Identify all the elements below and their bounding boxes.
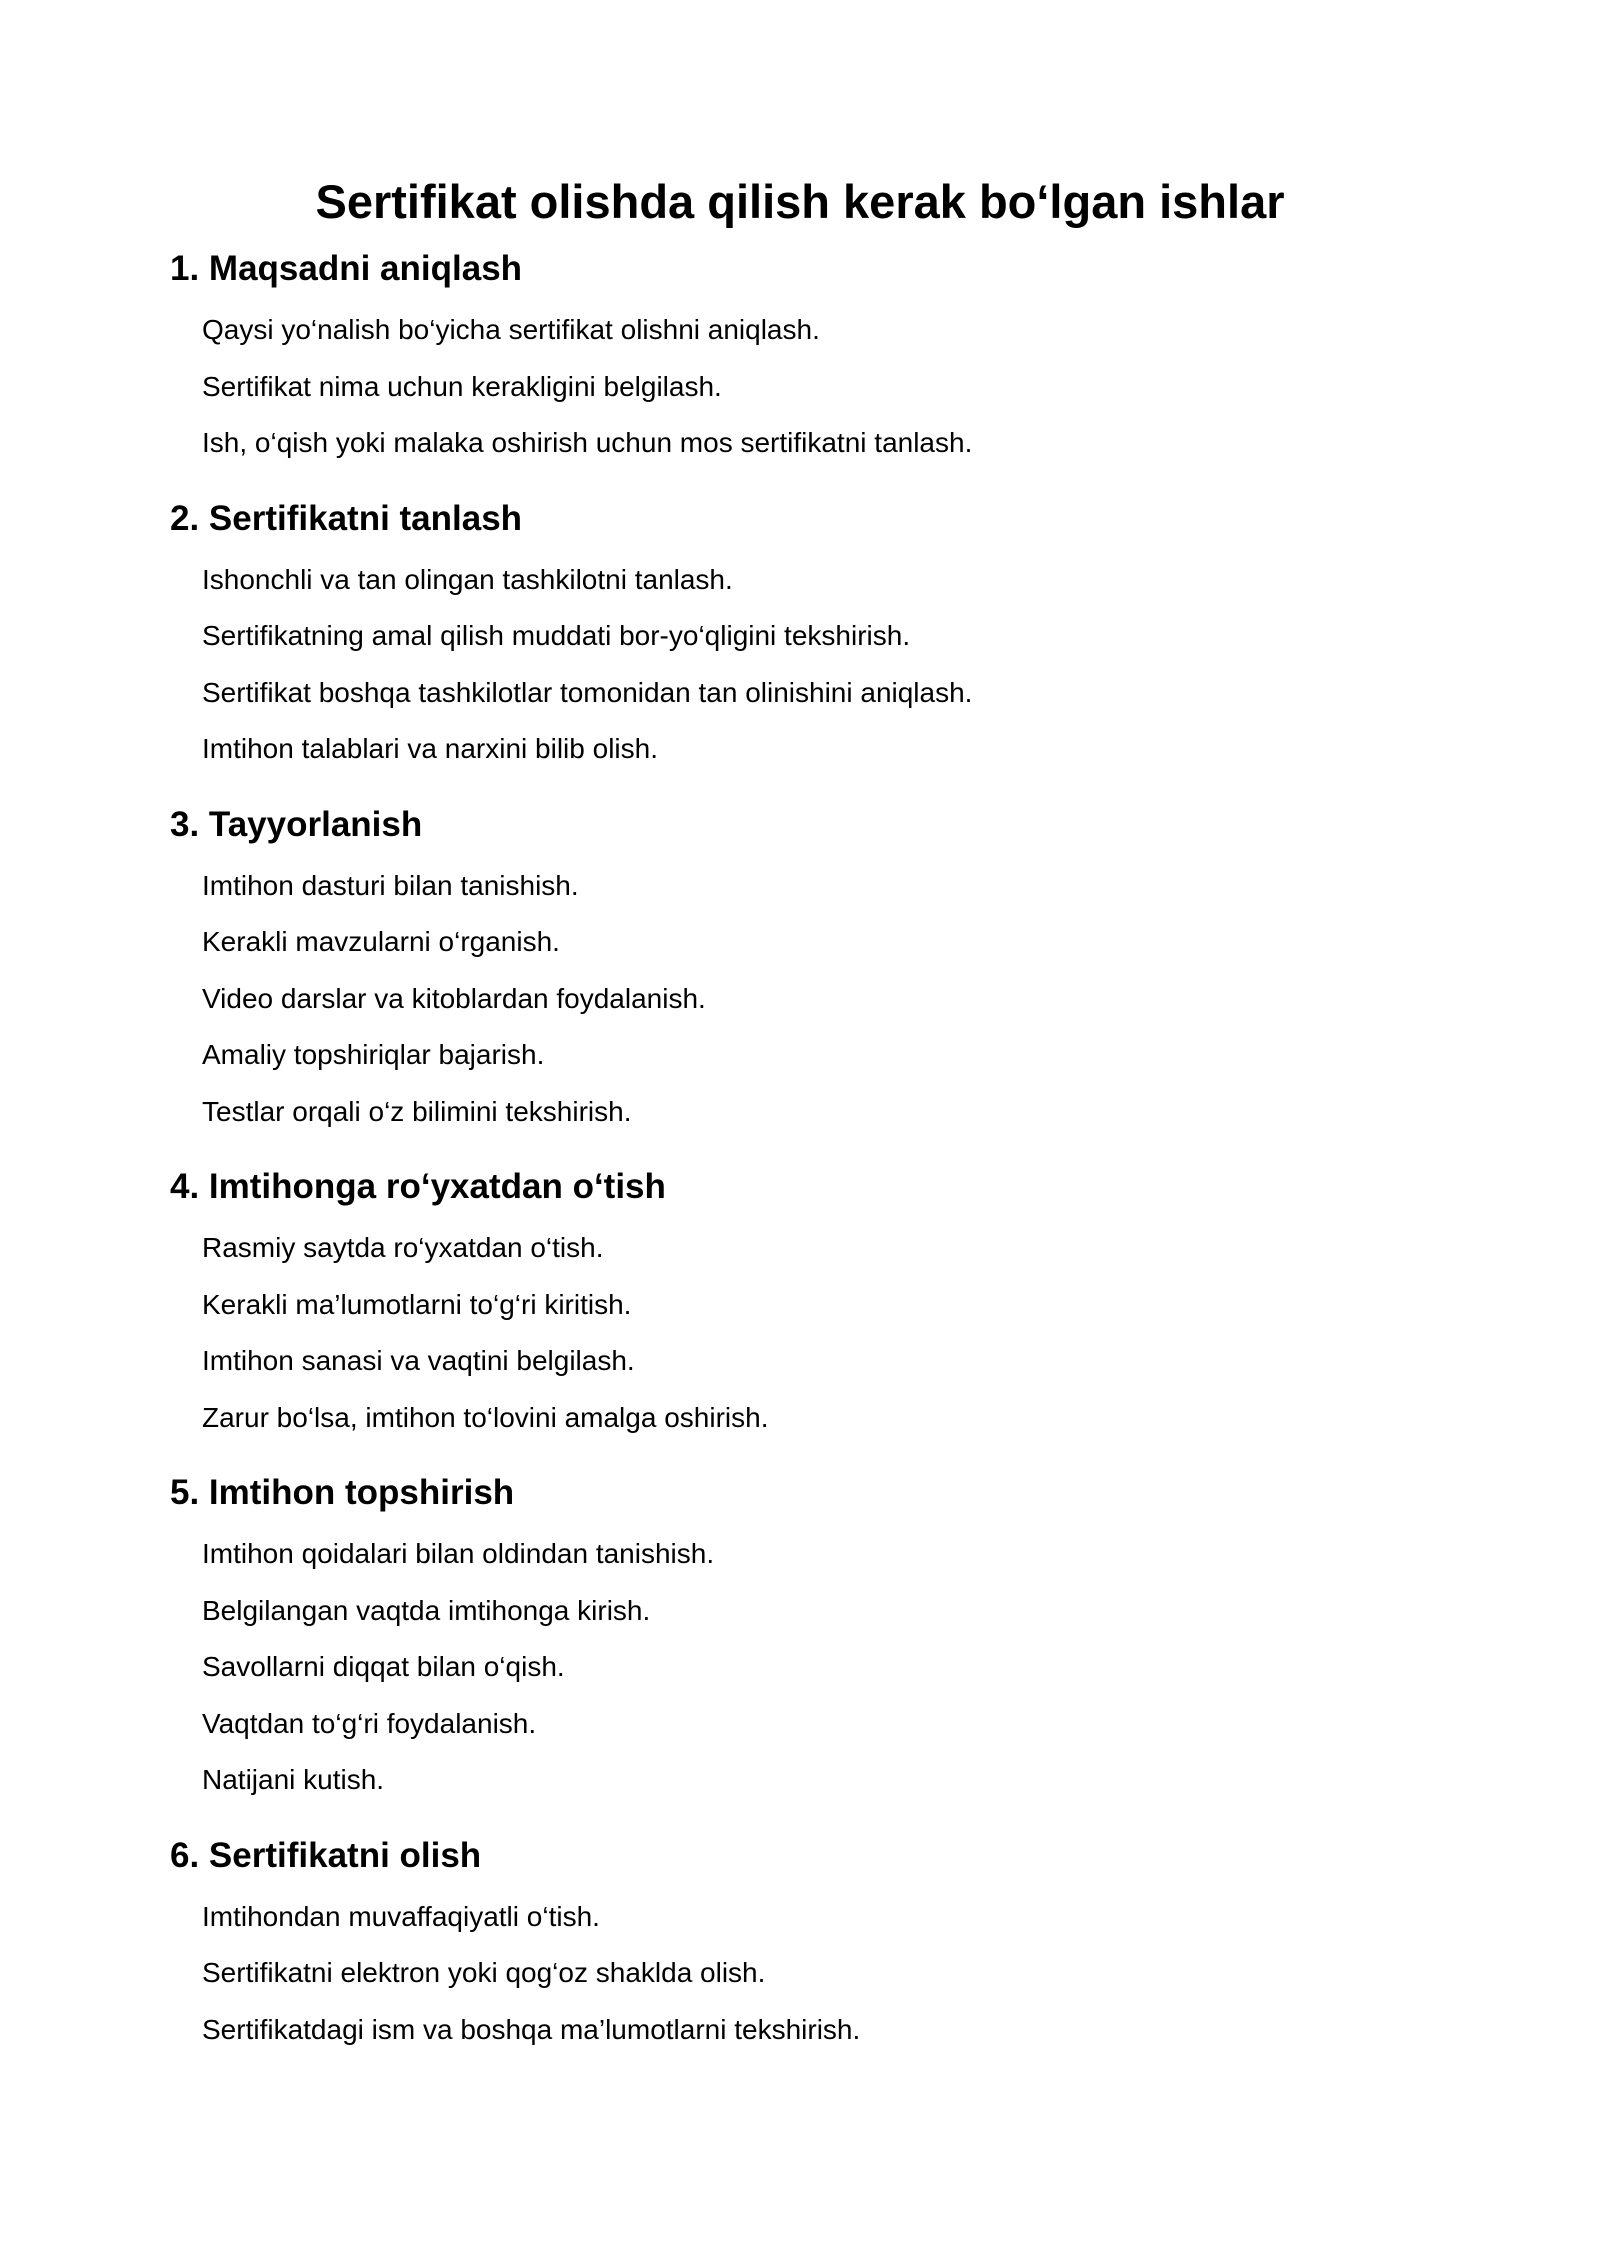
list-item: Sertifikatdagi ism va boshqa ma’lumotlarni tekshirish. bbox=[202, 2013, 861, 2045]
sections-container bbox=[0, 236, 1600, 2058]
list-item: Imtihon sanasi va vaqtini belgilash. bbox=[202, 1345, 635, 1376]
section-tayyorlanish bbox=[170, 778, 1600, 1141]
list-item: Sertifikatning amal qilish muddati bor-yo‘qligini tekshirish. bbox=[202, 620, 911, 651]
section-heading: 6. Sertifikatni olish bbox=[170, 1835, 482, 1875]
list-item: Ish, o‘qish yoki malaka oshirish uchun mos sertifikatni tanlash. bbox=[202, 427, 973, 458]
list-item: Sertifikatni elektron yoki qog‘oz shaklda olish. bbox=[202, 1957, 766, 1988]
list-item: Zarur bo‘lsa, imtihon to‘lovini amalga oshirish. bbox=[202, 1401, 769, 1433]
section-heading: 1. Maqsadni aniqlash bbox=[170, 249, 523, 288]
section-heading: 2. Sertifikatni tanlash bbox=[170, 498, 523, 538]
list-item: Vaqtdan to‘g‘ri foydalanish. bbox=[202, 1707, 537, 1739]
list-item: Imtihon dasturi bilan tanishish. bbox=[202, 869, 579, 901]
section-heading: 5. Imtihon topshirish bbox=[170, 1473, 515, 1512]
list-item: Natijani kutish. bbox=[202, 1764, 385, 1795]
list-item: Ishonchli va tan olingan tashkilotni tanlash. bbox=[202, 563, 733, 595]
list-item: Testlar orqali o‘z bilimini tekshirish. bbox=[202, 1095, 632, 1127]
list-item: Video darslar va kitoblardan foydalanish. bbox=[202, 982, 706, 1014]
list-item: Belgilangan vaqtda imtihonga kirish. bbox=[202, 1594, 651, 1626]
list-item: Imtihon qoidalari bilan oldindan tanishish. bbox=[202, 1538, 715, 1569]
section-heading: 4. Imtihonga ro‘yxatdan o‘tish bbox=[170, 1167, 666, 1206]
section-sertifikatni-tanlash bbox=[170, 472, 1600, 778]
section-imtihon-topshirish bbox=[170, 1446, 1600, 1809]
list-item: Kerakli ma’lumotlarni to‘g‘ri kiritish. bbox=[202, 1288, 632, 1320]
list-item: Sertifikat boshqa tashkilotlar tomonidan tan olinishini aniqlash. bbox=[202, 676, 973, 708]
list-item: Rasmiy saytda ro‘yxatdan o‘tish. bbox=[202, 1232, 604, 1263]
list-item: Savollarni diqqat bilan o‘qish. bbox=[202, 1651, 565, 1682]
section-maqsadni-aniqlash bbox=[170, 236, 1600, 472]
list-item: Qaysi yo‘nalish bo‘yicha sertifikat olishni aniqlash. bbox=[202, 314, 820, 345]
list-item: Imtihondan muvaffaqiyatli o‘tish. bbox=[202, 1900, 600, 1932]
document-title: Sertifikat olishda qilish kerak bo‘lgan ishlar bbox=[315, 175, 1285, 228]
section-heading: 3. Tayyorlanish bbox=[170, 804, 423, 844]
list-item: Imtihon talablari va narxini bilib olish. bbox=[202, 733, 658, 764]
list-item: Sertifikat nima uchun kerakligini belgilash. bbox=[202, 370, 722, 402]
list-item: Amaliy topshiriqlar bajarish. bbox=[202, 1039, 545, 1070]
list-item: Kerakli mavzularni o‘rganish. bbox=[202, 926, 560, 957]
section-sertifikatni-olish bbox=[170, 1809, 1600, 2059]
section-imtihonga-royxatdan-otish bbox=[170, 1140, 1600, 1446]
